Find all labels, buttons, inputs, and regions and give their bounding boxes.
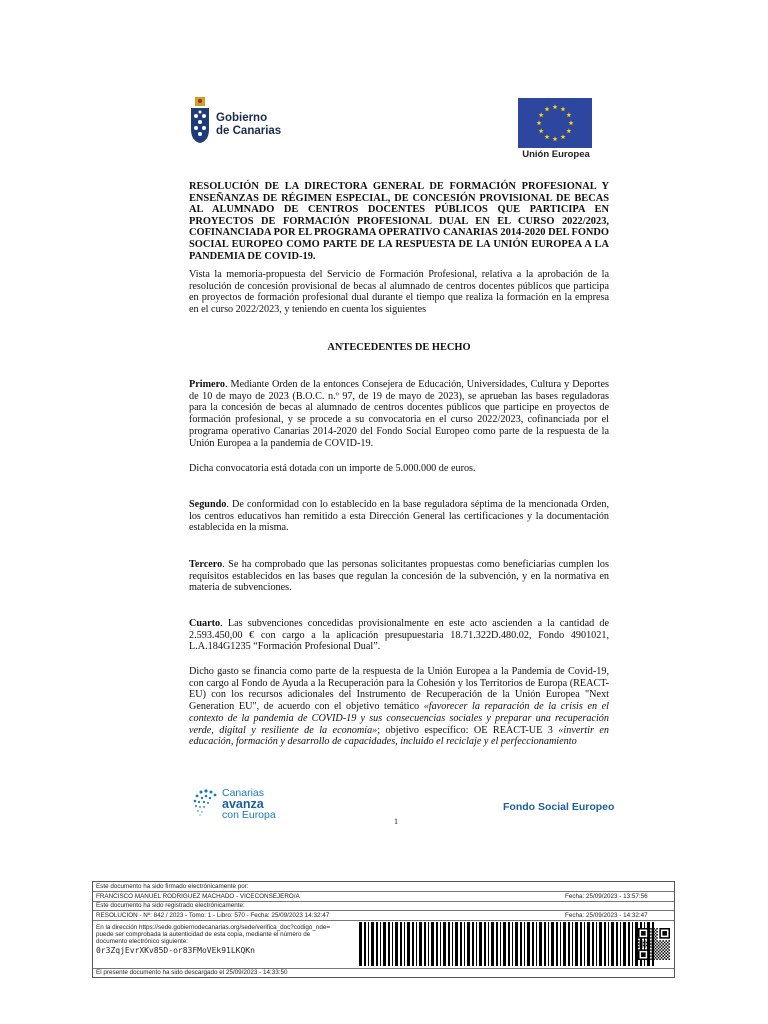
signature-block: [92, 881, 675, 978]
primero-label: Primero: [189, 379, 226, 390]
primero-text: . Mediante Orden de la entonces Consejera de Educación, Universidades, Cultura y Deportes de 10 de mayo de 2023 (B.O.C. n.º 97, de 19 de mayo de 2023), se aprueban las bases reguladoras para la concesión de becas al alumnado de centros docentes públicos que participe en proyectos de formación profesional, y se procede a su convocatoria en el curso 2022/2023, cofinanciada por el programa operativo Canarias 2014-2020 del Fondo Social Europeo como parte de la respuesta de la Unión Europea a la pandemia de COVID-19.: [189, 379, 609, 449]
gobierno-line1: Gobierno: [216, 112, 268, 124]
barcode-icon: [359, 922, 654, 966]
segundo-text: . De conformidad con lo establecido en la base reguladora séptima de la mencionada Orden, los centros educativos han remitido a esta Dirección General las certificaciones y la documentación establecida en la misma.: [189, 499, 609, 534]
cuarto-text: . Las subvenciones concedidas provisionalmente en este acto ascienden a la cantidad de 2.593.450,00 € con cargo a la aplicación presupuestaria 18.71.322D.480.02, Fondo 4901021, L.A.184G1235 “Formación Profesional Dual”.: [189, 618, 609, 653]
fondo-social-europeo-label: Fondo Social Europeo: [503, 801, 615, 813]
document-title: RESOLUCIÓN DE LA DIRECTORA GENERAL DE FORMACIÓN PROFESIONAL Y ENSEÑANZAS DE RÉGIMEN ESPECIAL, DE CONCESIÓN PROVISIONAL DE BECAS AL ALUMNADO DE CENTROS DOCENTES PÚBLICOS QUE PARTICIPA EN PROYECTOS DE FORMACIÓN PROFESIONAL DUAL EN EL CURSO 2022/2023, COFINANCIADA POR EL PROGRAMA OPERATIVO CANARIAS 2014-2020 DEL FONDO SOCIAL EUROPEO COMO PARTE DE LA RESPUESTA DE LA UNIÓN EUROPEA A LA PANDEMIA DE COVID-19.: [189, 181, 609, 262]
eu-logo: [516, 98, 594, 162]
section-heading: ANTECEDENTES DE HECHO: [327, 342, 471, 353]
verificacion-line2: puede ser comprobada la autenticidad de esta copia, mediante el número de: [96, 931, 311, 938]
firmante: FRANCISCO MANUEL RODRIGUEZ MACHADO - VICECONSEJERO/A: [96, 893, 300, 900]
paragraph-financiacion: [189, 666, 609, 748]
canarias-swirl-icon: [192, 788, 220, 818]
verificacion-line3: documento electrónico siguiente:: [96, 938, 189, 945]
descargado: El presente documento ha sido descargado el 25/09/2023 - 14:33:50: [96, 969, 288, 976]
page-number: 1: [394, 817, 398, 826]
paragraph-segundo: [189, 499, 609, 534]
registrado-label: Este documento ha sido registrado electrónicamente:: [96, 902, 245, 909]
gobierno-line2: de Canarias: [216, 124, 282, 137]
canarias-line3: con Europa: [222, 809, 276, 821]
canarias-crest-icon: [189, 97, 211, 143]
qr-code-icon: [638, 928, 670, 960]
canarias-line2: avanza: [222, 797, 264, 811]
paragraph-primero: [189, 379, 609, 449]
gobierno-canarias-logo: [189, 97, 284, 147]
canarias-avanza-logo: [192, 786, 282, 826]
registro: RESOLUCION - Nº: 842 / 2023 - Tomo: 1 - Libro: 570 - Fecha: 25/09/2023 14:32:47: [96, 912, 330, 919]
eu-flag-icon: [518, 98, 592, 148]
firmado-label: Este documento ha sido firmado electrónicamente por:: [96, 883, 249, 890]
financiacion-italic1: «favorecer la reparación de la crisis en el contexto de la pandemia de COVID-19 y sus consecuencias sociales y preparar una recuperación verde, digital y resiliente de la economía»: [189, 701, 610, 736]
codigo-verificacion[interactable]: 0r3ZqjEvrXKv85D-or83FMoVEk91LKQKn: [96, 946, 255, 955]
verificacion-line1: En la dirección https://sede.gobiernodecanarias.org/sede/verifica_doc?codigo_nde=: [96, 924, 331, 931]
paragraph-dotacion: Dicha convocatoria está dotada con un importe de 5.000.000 de euros.: [189, 463, 476, 474]
paragraph-tercero: [189, 559, 609, 594]
intro-paragraph: Vista la memoria-propuesta del Servicio de Formación Profesional, relativa a la aprobación de la resolución de concesión provisional de becas al alumnado de centros docentes públicos que participa en proyectos de formación profesional dual durante el tiempo que realiza la formación en la empresa en el curso 2022/2023, y teniendo en cuenta los siguientes: [189, 269, 609, 316]
fecha-registro: Fecha: 25/09/2023 - 14:32:47: [565, 912, 648, 919]
financiacion-part2: ; objetivo específico: OE REACT-UE 3: [377, 724, 559, 736]
financiacion-part1: Dicho gasto se financia como parte de la respuesta de la Unión Europea a la Pandemia de Covid-19, con cargo al Fondo de Ayuda a la Recuperación para la Cohesión y los Territorios de Europa (REACT-EU) con los recursos adicionales del Instrumento de Recuperación de la Unión Europea "Next Generation EU", de acuerdo con el objetivo temático: [189, 666, 609, 713]
tercero-text: . Se ha comprobado que las personas solicitantes propuestas como beneficiarias cumplen los requisitos establecidos en las bases que regulan la concesión de la subvención, y en la normativa en materia de subvenciones.: [189, 559, 609, 594]
cuarto-label: Cuarto: [189, 618, 221, 629]
financiacion-italic2: «invertir en educación, formación y desarrollo de capacidades, incluido el reciclaje y el perfeccionamiento: [189, 724, 609, 748]
fecha-firma: Fecha: 25/09/2023 - 13:57:56: [565, 893, 648, 900]
paragraph-cuarto: [189, 618, 609, 653]
segundo-label: Segundo: [189, 499, 227, 510]
tercero-label: Tercero: [189, 559, 223, 570]
canarias-line1: Canarias: [222, 787, 265, 799]
eu-label: Unión Europea: [522, 149, 590, 160]
